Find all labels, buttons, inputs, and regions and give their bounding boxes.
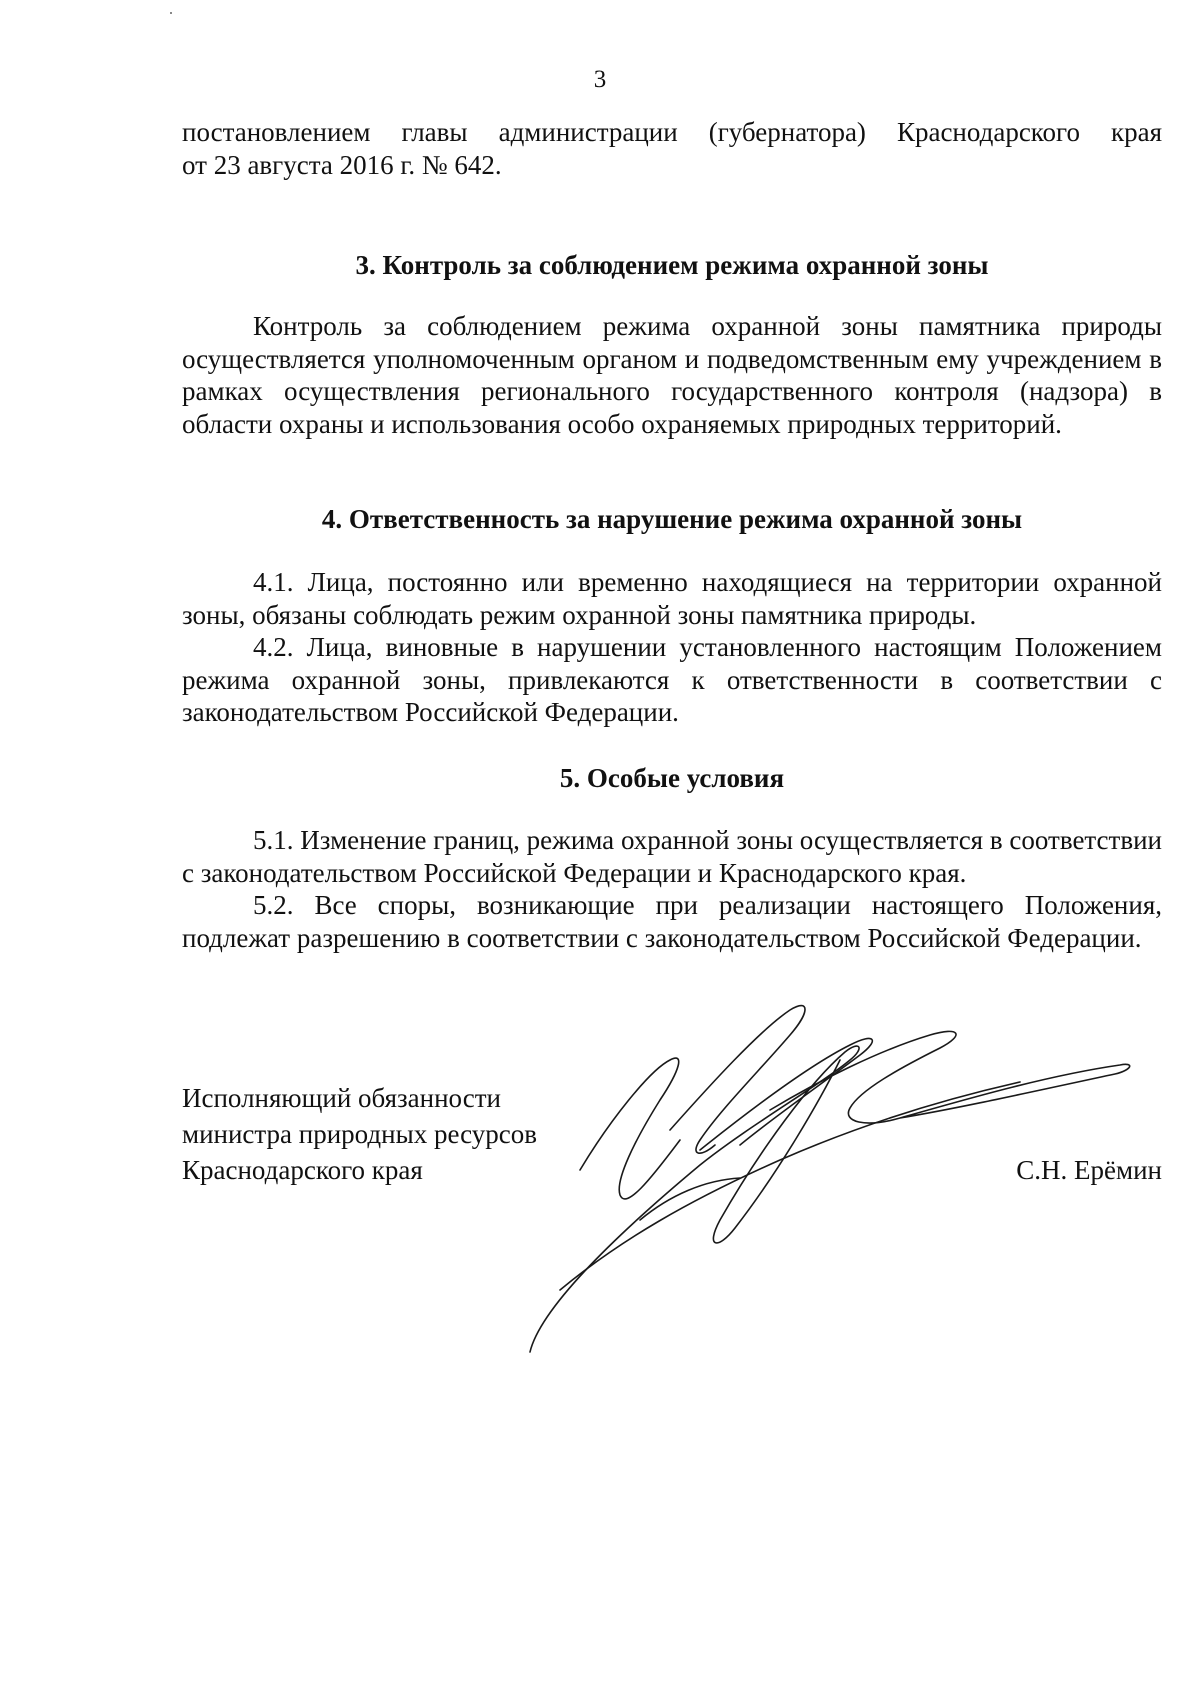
intro-paragraph xyxy=(182,116,1162,181)
section-5-heading: 5. Особые условия xyxy=(559,763,785,793)
section-5-item-2: 5.2. Все споры, возникающие при реализации настоящего Положения, подлежат разрешению в соответствии с законодательством Российской Федерации. xyxy=(182,890,1162,953)
scan-speck xyxy=(170,12,172,14)
section-4-item-2: 4.2. Лица, виновные в нарушении установленного настоящим Положением режима охранной зоны, привлекаются к ответственности в соответствии с законодательством Российской Федерации. xyxy=(182,632,1162,727)
section-3-paragraph: Контроль за соблюдением режима охранной зоны памятника природы осуществляется уполномоченным органом и подведомственным ему учреждением в рамках осуществления регионального государственного контроля (надзора) в области охраны и использования особо охраняемых природных территорий. xyxy=(182,311,1162,439)
section-5-body xyxy=(182,824,1162,954)
section-4-body xyxy=(182,566,1162,729)
section-5-item-1: 5.1. Изменение границ, режима охранной зоны осуществляется в соответствии с законодательством Российской Федерации и Краснодарского края. xyxy=(182,825,1162,888)
signatory-position-line-1: Исполняющий обязанности xyxy=(182,1083,501,1113)
page-number: 3 xyxy=(593,66,607,93)
section-3-heading: 3. Контроль за соблюдением режима охранной зоны xyxy=(355,250,989,280)
intro-line-2: от 23 августа 2016 г. № 642. xyxy=(182,149,502,180)
section-3-body xyxy=(182,310,1162,440)
signatory-name: С.Н. Ерёмин xyxy=(1016,1155,1162,1185)
signatory-position-line-2: министра природных ресурсов xyxy=(182,1119,537,1149)
section-4-item-1: 4.1. Лица, постоянно или временно находящиеся на территории охранной зоны, обязаны соблюдать режим охранной зоны памятника природы. xyxy=(182,567,1162,630)
intro-line-1: постановлением главы администрации (губернатора) Краснодарского края xyxy=(182,117,1162,147)
signatory-position xyxy=(182,1080,537,1188)
section-4-heading: 4. Ответственность за нарушение режима охранной зоны xyxy=(321,504,1023,534)
signatory-position-line-3: Краснодарского края xyxy=(182,1155,423,1185)
